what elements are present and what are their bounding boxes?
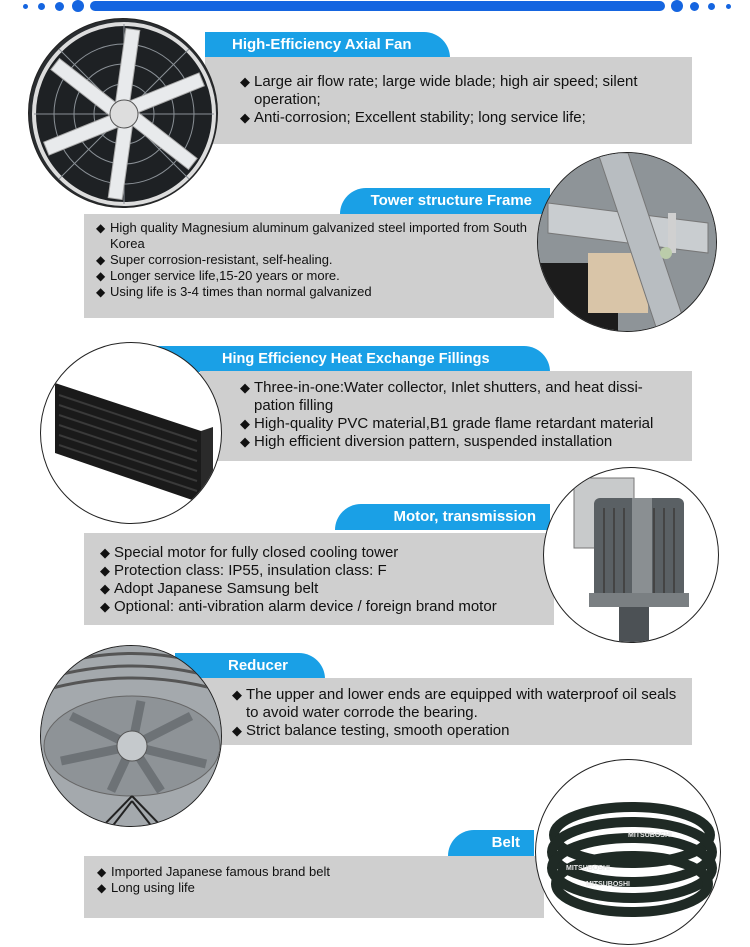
bullet-item: ◆ Strict balance testing, smooth operation xyxy=(232,722,682,740)
reducer-pulley-icon xyxy=(41,646,222,827)
v-belt-coil-icon xyxy=(536,760,721,945)
bullet-item: ◆ High efficient diversion pattern, suspended installation xyxy=(240,433,690,451)
bullet-item: ◆ Imported Japanese famous brand belt xyxy=(97,864,517,880)
section-title-tab xyxy=(205,32,450,58)
section-title: High-Efficiency Axial Fan xyxy=(232,36,412,53)
belt-image xyxy=(535,759,721,945)
decor-dot xyxy=(72,0,84,12)
svg-text:MITSUBOSHI: MITSUBOSHI xyxy=(586,881,630,888)
bullet-item: ◆ Anti-corrosion; Excellent stability; long service life; xyxy=(240,109,680,127)
bullet-item: ◆ Optional: anti-vibration alarm device / foreign brand motor xyxy=(100,598,550,616)
bullet-item: ◆ Three-in-one:Water collector, Inlet shutters, and heat dissi-pation filling xyxy=(240,379,690,415)
bullet-item: ◆ Special motor for fully closed cooling tower xyxy=(100,544,550,562)
svg-text:MITSUBOSHI: MITSUBOSHI xyxy=(628,832,672,839)
section-title-tab xyxy=(150,346,550,372)
section-title-tab xyxy=(448,830,534,856)
decor-dot xyxy=(23,4,28,9)
bullet-item: ◆ Adopt Japanese Samsung belt xyxy=(100,580,550,598)
decor-dot xyxy=(726,4,731,9)
section-title: Hing Efficiency Heat Exchange Fillings xyxy=(222,351,490,367)
top-decorative-bar xyxy=(0,0,750,14)
bullet-item: ◆ Long using life xyxy=(97,880,517,896)
section-title: Belt xyxy=(491,834,520,851)
bullet-list xyxy=(97,864,517,896)
fan-icon xyxy=(29,19,218,208)
reducer-image xyxy=(40,645,222,827)
bullet-item: ◆ Protection class: IP55, insulation class: F xyxy=(100,562,550,580)
section-title: Reducer xyxy=(228,657,289,674)
bullet-item: ◆ High-quality PVC material,B1 grade flame retardant material xyxy=(240,415,690,433)
motor-image xyxy=(543,467,719,643)
galvanized-frame-image xyxy=(537,152,717,332)
decor-dot xyxy=(38,3,45,10)
decor-dot xyxy=(55,2,64,11)
bullet-list xyxy=(96,220,546,300)
decor-dot xyxy=(671,0,683,12)
steel-frame-icon xyxy=(538,153,717,332)
bullet-item: ◆ Super corrosion-resistant, self-healing. xyxy=(96,252,546,268)
bullet-list xyxy=(232,686,682,740)
section-title-tab xyxy=(335,504,550,530)
bullet-item: ◆ High quality Magnesium aluminum galvanized steel imported from South Korea xyxy=(96,220,546,252)
section-title: Tower structure Frame xyxy=(370,192,532,209)
decor-bar xyxy=(90,1,665,11)
bullet-item: ◆ Using life is 3-4 times than normal galvanized xyxy=(96,284,546,300)
bullet-list xyxy=(100,544,550,616)
bullet-item: ◆ Longer service life,15-20 years or more. xyxy=(96,268,546,284)
bullet-item: ◆ The upper and lower ends are equipped with waterproof oil seals to avoid water corrode the bearing. xyxy=(232,686,682,722)
bullet-list xyxy=(240,379,690,451)
filling-block-icon xyxy=(41,343,222,524)
axial-fan-image xyxy=(28,18,218,208)
decor-dot xyxy=(690,2,699,11)
bullet-item: ◆ Large air flow rate; large wide blade; high air speed; silent operation; xyxy=(240,73,680,109)
decor-dot xyxy=(708,3,715,10)
bullet-list xyxy=(240,73,680,127)
motor-icon xyxy=(544,468,719,643)
section-title: Motor, transmission xyxy=(393,508,536,525)
section-title-tab xyxy=(340,188,550,214)
svg-text:MITSUBOSHI: MITSUBOSHI xyxy=(566,865,610,872)
heat-exchange-filling-image xyxy=(40,342,222,524)
